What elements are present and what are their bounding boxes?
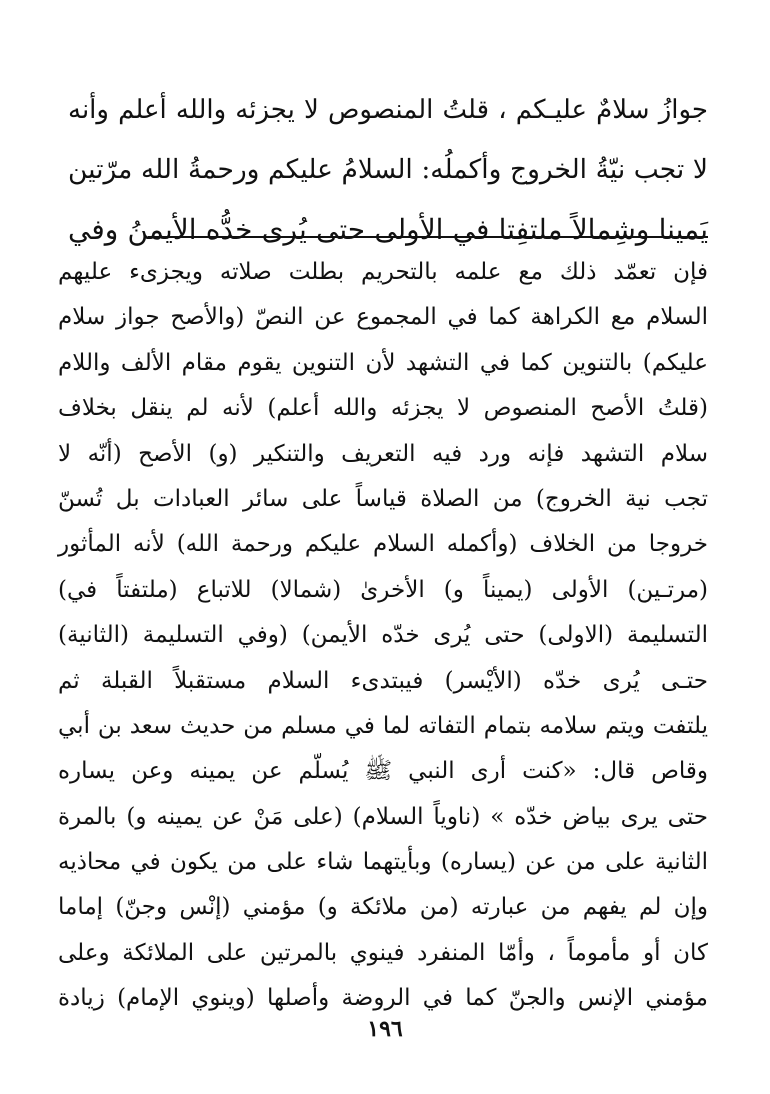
- commentary-line: سلام التشهد فإنه ورد فيه التعريف والتنكير (و) الأصح (أنّه لا: [58, 440, 708, 467]
- commentary-line: مؤمني الإنس والجنّ كما في الروضة وأصلها (وينوي الإمام) زيادة: [58, 985, 708, 1012]
- commentary-line: وقاص قال: «كنت أرى النبي ﷺ يُسلّم عن يمينه وعن يساره: [58, 758, 708, 785]
- separator-rule: [148, 236, 708, 238]
- main-text-line: جوازُ سلامٌ عليـكم ، قلتُ المنصوص لا يجزئه والله أعلم وأنه: [68, 95, 708, 125]
- commentary-line: يلتفت ويتم سلامه بتمام التفاته لما في مسلم من حديث سعد بن أبي: [58, 712, 708, 739]
- commentary-line: تجب نية الخروج) من الصلاة قياساً على سائر العبادات بل تُسنّ: [58, 485, 708, 512]
- commentary-line: حتى يرى بياض خدّه » (ناوياً السلام) (على مَنْ عن يمينه و) بالمرة: [58, 803, 708, 830]
- main-text-block: [68, 80, 708, 260]
- page-number: ١٩٦: [367, 1016, 403, 1042]
- commentary-line: السلام مع الكراهة كما في المجموع عن النصّ (والأصح جواز سلام: [58, 304, 708, 331]
- commentary-line: كان أو مأموماً ، وأمّا المنفرد فينوي بالمرتين على الملائكة وعلى: [58, 939, 708, 966]
- commentary-line: وإن لم يفهم من عبارته (من ملائكة و) مؤمني (إنْس وجنّ) إماما: [58, 894, 708, 921]
- commentary-line: الثانية على من عن (يساره) وبأيتهما شاء على من يكون في محاذيه: [58, 849, 708, 876]
- commentary-line: (قلتُ الأصح المنصوص لا يجزئه والله أعلم) لأنه لم ينقل بخلاف: [58, 395, 708, 422]
- commentary-line: عليكم) بالتنوين كما في التشهد لأن التنوين يقوم مقام الألف واللام: [58, 349, 708, 376]
- commentary-line: حتـى يُرى خدّه (الأيْسر) فيبتدىء السلام مستقبلاً القبلة ثم: [58, 667, 708, 694]
- commentary-line: خروجا من الخلاف (وأكمله السلام عليكم ورحمة الله) لأنه المأثور: [58, 531, 708, 558]
- commentary-block: [58, 250, 708, 1022]
- commentary-line: (مرتـين) الأولى (يميناً و) الأخرىٰ (شمالا) للاتباع (ملتفتاً في): [58, 576, 708, 603]
- main-text-line: يَمينا وشِمالاً ملتفِتا في الأولى حتى يُرى خدُّه الأيمنُ وفي: [68, 213, 708, 246]
- commentary-line: فإن تعمّد ذلك مع علمه بالتحريم بطلت صلاته ويجزىء عليهم: [58, 259, 708, 285]
- commentary-line: التسليمة (الاولى) حتى يُرى خدّه الأيمن) (وفي التسليمة (الثانية): [58, 622, 708, 649]
- main-text-line: لا تجب نيّةُ الخروج وأكملُه: السلامُ عليكم ورحمةُ الله مرّتين: [68, 154, 708, 185]
